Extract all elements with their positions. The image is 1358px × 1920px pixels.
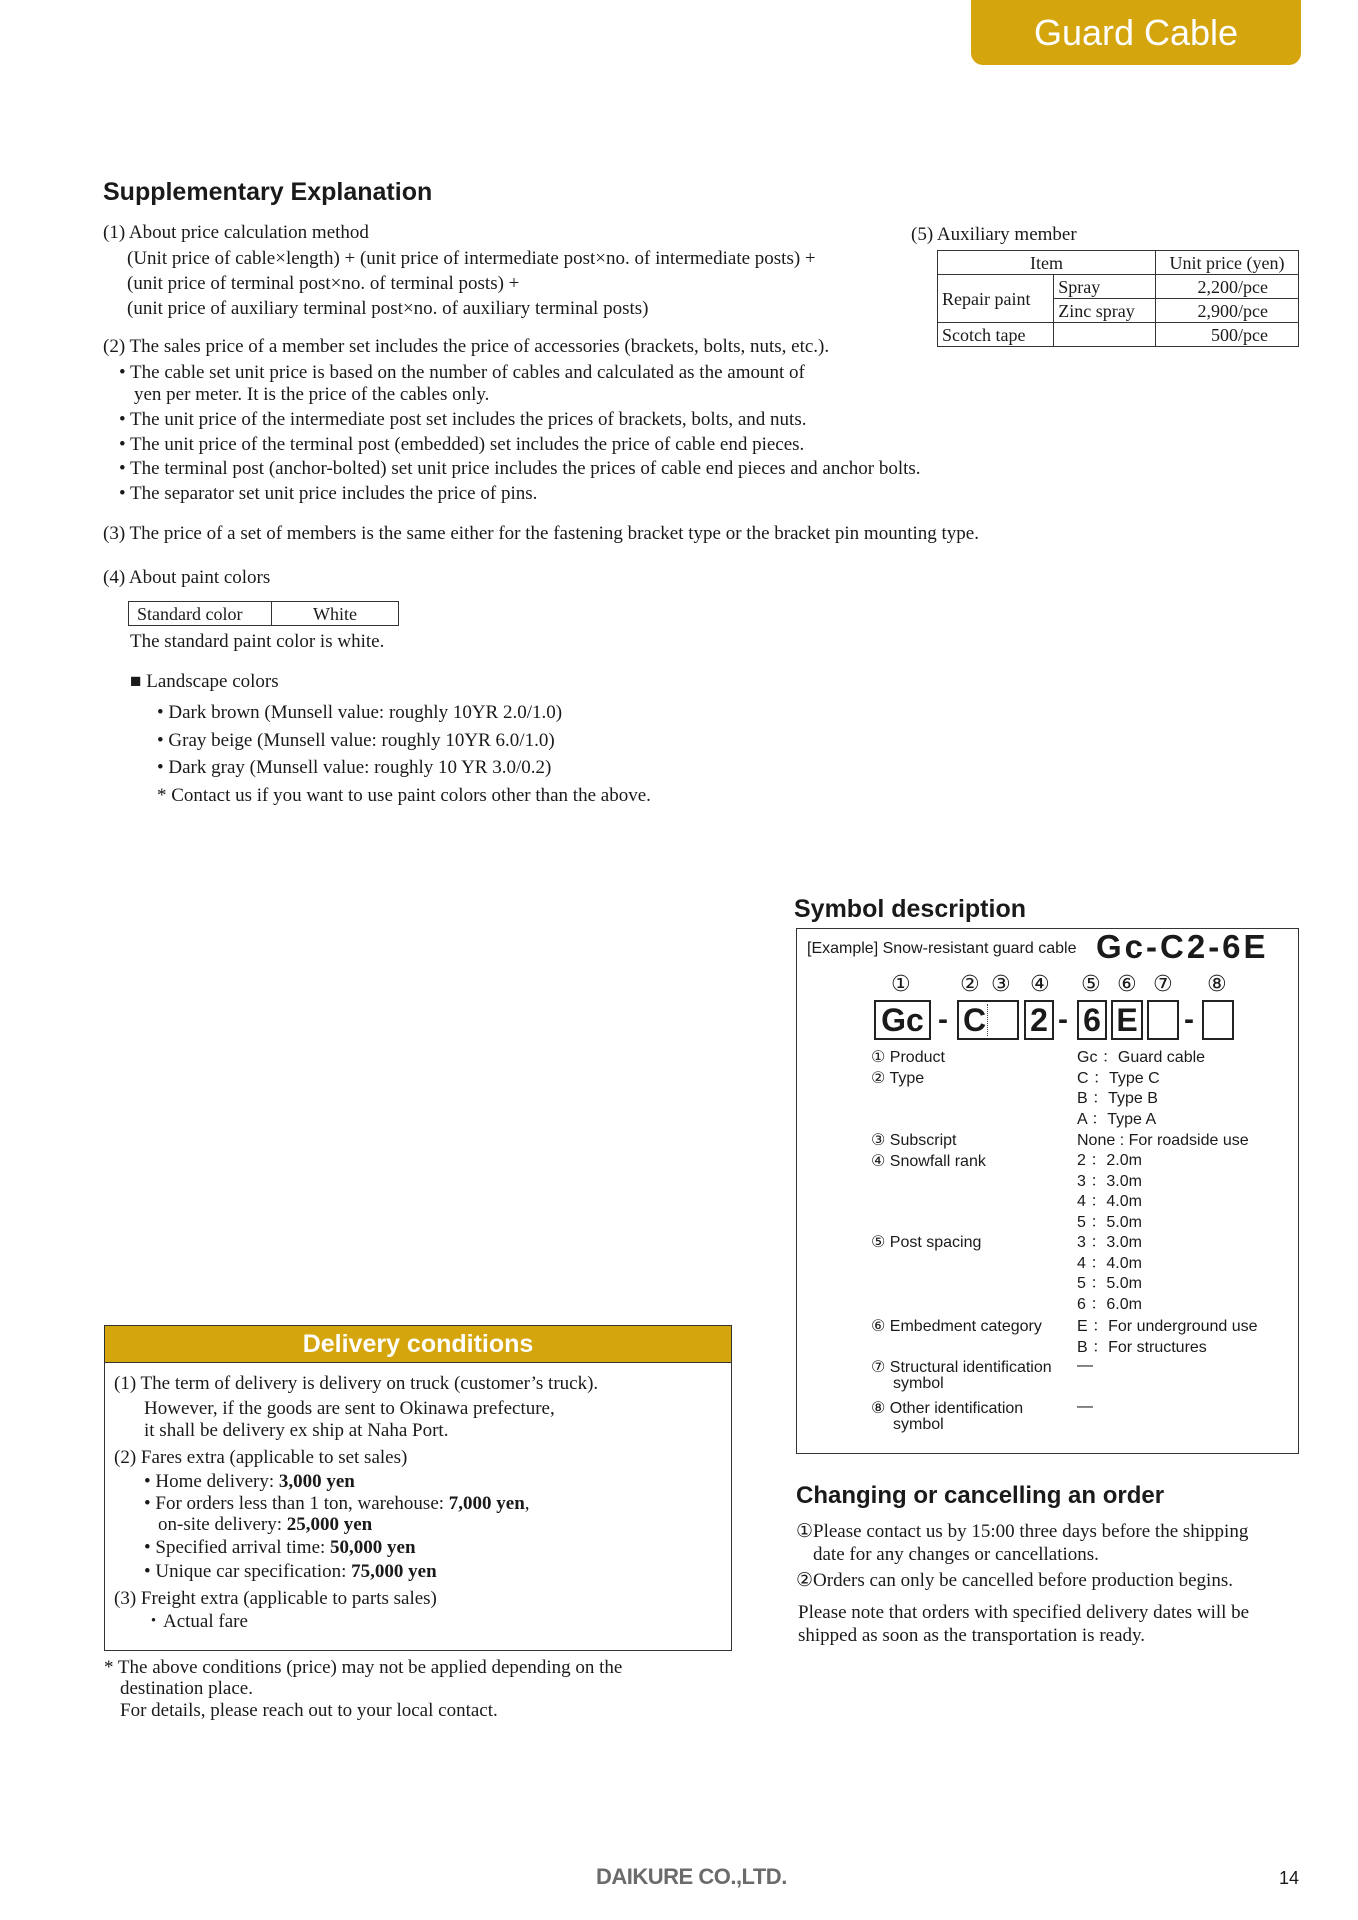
zinc-price-cell: 2,900/pce: [1156, 299, 1299, 323]
home-value: 3,000 yen: [278, 1471, 355, 1492]
repair-paint-cell: Repair paint: [938, 275, 1054, 323]
spray-price-cell: 2,200/pce: [1156, 275, 1299, 299]
p2-bullet: • The separator set unit price includes the price of pins.: [119, 483, 538, 504]
legend-value: B ：For structures: [1077, 1339, 1207, 1356]
section-tab: Guard Cable: [971, 0, 1301, 65]
legend-value: —: [1077, 1398, 1093, 1415]
p4-heading: (4) About paint colors: [103, 567, 271, 588]
p2-bullet: • The unit price of the terminal post (embedded) set includes the price of cable end pieces.: [119, 434, 805, 455]
supplementary-title: Supplementary Explanation: [103, 178, 433, 206]
code-cell-snowfall: 2: [1024, 1000, 1054, 1040]
landscape-item: • Gray beige (Munsell value: roughly 10YR 6.0/1.0): [157, 730, 555, 751]
arrival-label: • Specified arrival time:: [144, 1537, 331, 1558]
ton-value: 7,000 yen: [448, 1493, 525, 1514]
legend-label: ⑤ Post spacing: [871, 1234, 982, 1251]
delivery-line: [144, 1493, 530, 1515]
legend-label: ⑥ Embedment category: [871, 1318, 1042, 1335]
p2-bullet: • The terminal post (anchor-bolted) set unit price includes the prices of cable end pieces and anchor bolts.: [119, 458, 921, 479]
car-label: • Unique car specification:: [144, 1561, 352, 1582]
code-cell-structural: [1147, 1000, 1179, 1040]
order-title: Changing or cancelling an order: [796, 1482, 1165, 1509]
code-dash: -: [1184, 1003, 1194, 1036]
paint-note: The standard paint color is white.: [130, 631, 385, 652]
zinc-spray-cell: Zinc spray: [1054, 299, 1156, 323]
delivery-line: [158, 1514, 372, 1536]
delivery-line: (1) The term of delivery is delivery on truck (customer’s truck).: [114, 1373, 599, 1394]
p2-bullet: • The cable set unit price is based on the number of cables and calculated as the amount of: [119, 362, 805, 383]
delivery-title: Delivery conditions: [105, 1326, 731, 1363]
page-number: 14: [1279, 1868, 1300, 1888]
onsite-label: on-site delivery:: [158, 1514, 287, 1535]
company-logo: DAIKURE CO.,LTD.: [596, 1864, 787, 1889]
legend-label: ③ Subscript: [871, 1132, 957, 1149]
std-color-label: Standard color: [129, 602, 272, 626]
std-color-value: White: [272, 602, 399, 626]
code-cell-embedment: E: [1111, 1000, 1143, 1040]
circle-number: ⑧: [1207, 972, 1227, 997]
code-dash: -: [938, 1003, 948, 1036]
landscape-item: • Dark brown (Munsell value: roughly 10YR 2.0/1.0): [157, 702, 563, 723]
onsite-value: 25,000 yen: [286, 1514, 373, 1535]
delivery-note: For details, please reach out to your local contact.: [120, 1700, 498, 1721]
code-cell-type: [957, 1000, 1019, 1040]
legend-value: 4 ：4.0m: [1077, 1255, 1142, 1272]
symbol-title: Symbol description: [794, 895, 1026, 923]
legend-value: A ：Type A: [1077, 1111, 1157, 1128]
empty-cell: [1054, 323, 1156, 347]
legend-value: 5 ：5.0m: [1077, 1275, 1142, 1292]
code-cell-spacing: 6: [1077, 1000, 1107, 1040]
p1-heading: (1) About price calculation method: [103, 222, 369, 243]
scotch-price-cell: 500/pce: [1156, 323, 1299, 347]
legend-value: 3 ：3.0m: [1077, 1234, 1142, 1251]
legend-value: —: [1077, 1357, 1093, 1374]
col-price-header: Unit price (yen): [1156, 251, 1299, 275]
legend-label: ② Type: [871, 1070, 925, 1087]
code-type-letter: C: [963, 1001, 987, 1038]
code-cell-divider: [987, 1004, 988, 1036]
delivery-line: However, if the goods are sent to Okinawa prefecture,: [144, 1398, 555, 1419]
legend-label: symbol: [893, 1375, 944, 1392]
legend-value: E ：For underground use: [1077, 1318, 1258, 1335]
circle-number: ②: [960, 972, 980, 997]
p1-line: (Unit price of cable×length) + (unit price of intermediate post×no. of intermediate posts) +: [127, 248, 816, 269]
ton-label: • For orders less than 1 ton, warehouse:: [144, 1493, 449, 1514]
legend-value: B ：Type B: [1077, 1090, 1158, 1107]
legend-value: Gc ：Guard cable: [1077, 1049, 1206, 1066]
circle-number: ⑦: [1153, 972, 1173, 997]
delivery-line: (3) Freight extra (applicable to parts sales): [114, 1588, 437, 1609]
p2-bullet: • The unit price of the intermediate post set includes the prices of brackets, bolts, and nuts.: [119, 409, 807, 430]
circle-number: ③: [991, 972, 1011, 997]
code-dash: -: [1058, 1003, 1068, 1036]
auxiliary-member-table: [937, 250, 1299, 347]
delivery-line: it shall be delivery ex ship at Naha Port.: [144, 1420, 449, 1441]
delivery-line: [144, 1471, 355, 1493]
home-label: • Home delivery:: [144, 1471, 279, 1492]
p1-line: (unit price of auxiliary terminal post×no. of auxiliary terminal posts): [127, 298, 649, 319]
order-line: Please note that orders with specified delivery dates will be: [798, 1602, 1250, 1623]
circle-number: ①: [891, 972, 911, 997]
delivery-line: [144, 1537, 416, 1559]
delivery-note: * The above conditions (price) may not be applied depending on the: [104, 1657, 623, 1678]
p1-line: (unit price of terminal post×no. of terminal posts) +: [127, 273, 520, 294]
arrival-value: 50,000 yen: [330, 1537, 416, 1558]
p3-text: (3) The price of a set of members is the same either for the fastening bracket type or the bracket pin mounting type.: [103, 523, 979, 544]
legend-value: None : For roadside use: [1077, 1132, 1249, 1149]
delivery-line: ・Actual fare: [144, 1611, 248, 1632]
legend-value: 3 ：3.0m: [1077, 1173, 1142, 1190]
landscape-item: • Dark gray (Munsell value: roughly 10 YR 3.0/0.2): [157, 757, 552, 778]
p5-heading: (5) Auxiliary member: [911, 224, 1077, 245]
ton-comma: ,: [524, 1493, 530, 1514]
example-code: Gc-C2-6E: [1096, 928, 1269, 965]
p2-heading: (2) The sales price of a member set includes the price of accessories (brackets, bolts, nuts, etc.).: [103, 336, 830, 357]
delivery-line: (2) Fares extra (applicable to set sales): [114, 1447, 408, 1468]
col-item-header: Item: [938, 251, 1156, 275]
legend-value: 6 ：6.0m: [1077, 1296, 1142, 1313]
legend-value: 5 ：5.0m: [1077, 1214, 1142, 1231]
order-line: date for any changes or cancellations.: [813, 1544, 1099, 1565]
car-value: 75,000 yen: [351, 1561, 437, 1582]
legend-label: ④ Snowfall rank: [871, 1153, 986, 1170]
circle-number: ④: [1030, 972, 1050, 997]
circle-number: ⑥: [1117, 972, 1137, 997]
scotch-tape-cell: Scotch tape: [938, 323, 1054, 347]
delivery-line: [144, 1561, 437, 1583]
code-cell-product: Gc: [874, 1000, 931, 1040]
delivery-note: destination place.: [120, 1678, 253, 1699]
order-line: ②Orders can only be cancelled before production begins.: [796, 1570, 1233, 1591]
order-line: shipped as soon as the transportation is ready.: [798, 1625, 1146, 1646]
legend-label: ⑧ Other identification: [871, 1400, 1024, 1417]
code-cell-other: [1202, 1000, 1234, 1040]
order-line: ①Please contact us by 15:00 three days before the shipping: [796, 1521, 1249, 1542]
legend-label: ① Product: [871, 1049, 945, 1066]
spray-cell: Spray: [1054, 275, 1156, 299]
legend-value: 2 ：2.0m: [1077, 1152, 1142, 1169]
legend-label: ⑦ Structural identification: [871, 1359, 1052, 1376]
legend-label: symbol: [893, 1416, 944, 1433]
p2-bullet: yen per meter. It is the price of the cables only.: [134, 384, 490, 405]
landscape-title: ■ Landscape colors: [130, 671, 279, 692]
legend-value: C ：Type C: [1077, 1070, 1160, 1087]
standard-color-table: [128, 601, 399, 626]
legend-value: 4 ：4.0m: [1077, 1193, 1142, 1210]
landscape-note: * Contact us if you want to use paint colors other than the above.: [157, 785, 651, 806]
example-label: [Example] Snow-resistant guard cable: [807, 940, 1077, 957]
circle-number: ⑤: [1081, 972, 1101, 997]
